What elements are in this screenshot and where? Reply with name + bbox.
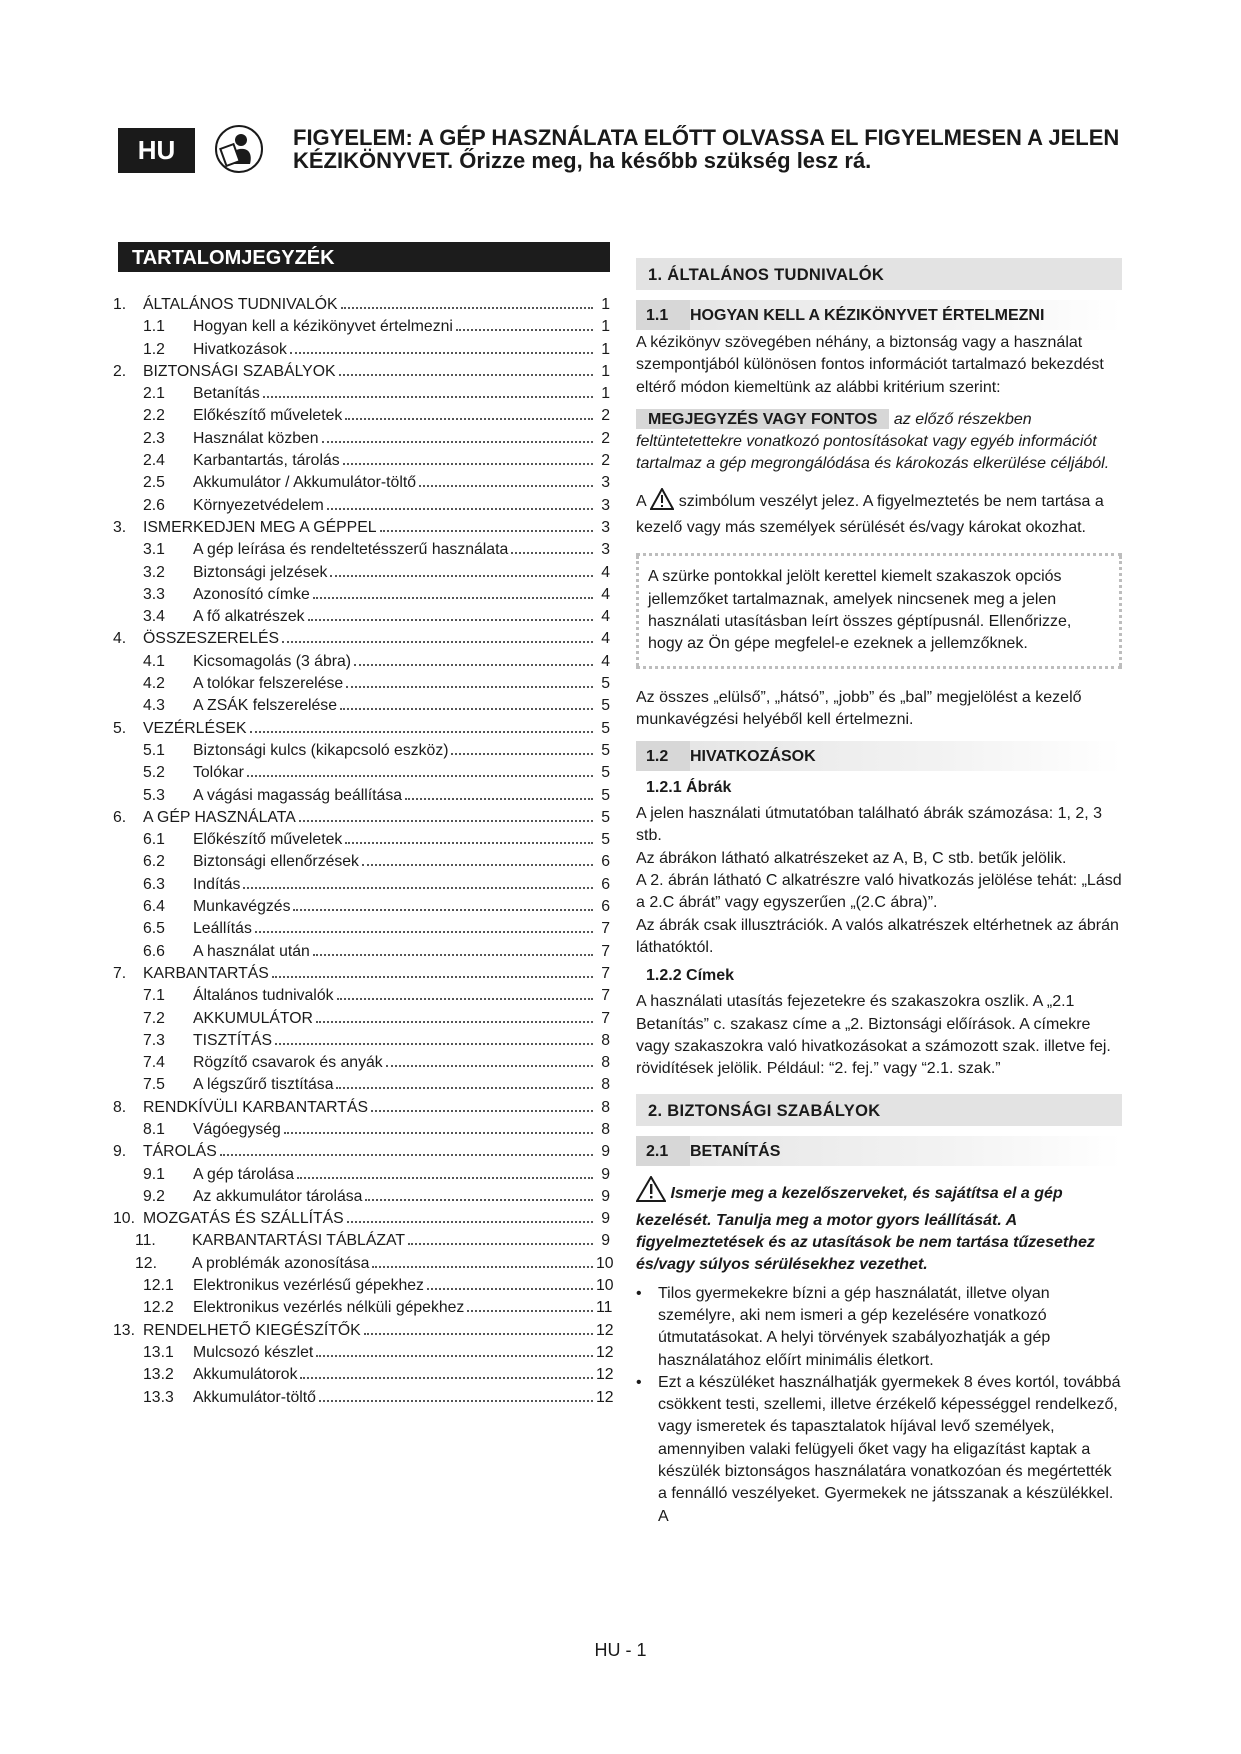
toc-item bbox=[113, 407, 610, 429]
toc-item bbox=[113, 385, 610, 407]
toc-item-number: 6.6 bbox=[143, 942, 165, 960]
subsection-number: 2.1 bbox=[636, 1136, 690, 1166]
toc-item bbox=[113, 697, 610, 719]
toc-dot-leader bbox=[255, 931, 593, 933]
toc-item-label: Hivatkozások bbox=[193, 340, 287, 358]
toc-item-label: Hogyan kell a kézikönyvet értelmezni bbox=[193, 318, 453, 336]
toc-dot-leader bbox=[347, 1221, 593, 1223]
toc-item bbox=[113, 920, 610, 942]
toc-item-number: 9. bbox=[113, 1143, 127, 1161]
toc-item-number: 4.1 bbox=[143, 652, 165, 670]
toc-item-label: ÁLTALÁNOS TUDNIVALÓK bbox=[143, 296, 338, 313]
toc-item-label: Munkavégzés bbox=[193, 898, 291, 916]
toc-item bbox=[113, 497, 610, 519]
toc-item-page: 5 bbox=[601, 719, 610, 737]
toc-item-label: TÁROLÁS bbox=[143, 1143, 217, 1161]
toc-dot-leader bbox=[451, 753, 593, 755]
toc-item-label: Kicsomagolás (3 ábra) bbox=[193, 652, 352, 670]
toc-dot-leader bbox=[339, 374, 593, 376]
toc-dot-leader bbox=[308, 619, 593, 621]
toc-item-number: 1. bbox=[113, 296, 127, 313]
toc-item-label: KARBANTARTÁS bbox=[143, 964, 269, 982]
toc-item-page: 1 bbox=[601, 340, 610, 358]
toc-item-page: 3 bbox=[601, 518, 610, 536]
toc-item-label: A GÉP HASZNÁLATA bbox=[143, 808, 296, 826]
toc-dot-leader bbox=[297, 1177, 593, 1179]
toc-item-label: A ZSÁK felszerelése bbox=[193, 697, 337, 715]
toc-list bbox=[113, 296, 614, 1411]
subsection-heading bbox=[636, 1136, 1122, 1166]
toc-item-page: 1 bbox=[601, 318, 610, 336]
toc-item bbox=[113, 1032, 610, 1054]
toc-item-page: 2 bbox=[601, 429, 610, 447]
toc-item bbox=[113, 430, 610, 452]
toc-item bbox=[113, 1277, 614, 1299]
toc-item-page: 5 bbox=[601, 786, 610, 804]
toc-item bbox=[113, 1232, 610, 1254]
toc-item-page: 11 bbox=[596, 1299, 613, 1317]
toc-item-page: 8 bbox=[601, 1098, 610, 1116]
toc-item bbox=[113, 296, 610, 318]
toc-item-number: 4.2 bbox=[143, 675, 165, 693]
toc-item-page: 1 bbox=[601, 296, 610, 313]
toc-item bbox=[113, 586, 610, 608]
toc-dot-leader bbox=[272, 976, 593, 978]
optional-features-text: A szürke pontokkal jelölt kerettel kiemelt szakaszok opciós jellemzőket tartalmaznak, amelyek nincsenek meg a jelen használati utasításban leírt összes géptípusnál. Ellenőrizze, hogy az Ön gépe megfelel-e ezeknek a jellemzőknek. bbox=[648, 568, 1072, 653]
toc-item-label: RENDKÍVÜLI KARBANTARTÁS bbox=[143, 1098, 369, 1116]
toc-item-number: 12.1 bbox=[143, 1277, 174, 1295]
toc-item-label: ISMERKEDJEN MEG A GÉPPEL bbox=[143, 518, 377, 536]
toc-item-number: 3.1 bbox=[143, 541, 165, 559]
toc-dot-leader bbox=[372, 1266, 593, 1268]
page-number: HU - 1 bbox=[594, 1640, 647, 1660]
toc-item-page: 4 bbox=[601, 630, 610, 648]
toc-item bbox=[113, 1188, 610, 1210]
toc-item bbox=[113, 965, 610, 987]
toc-item-label: VEZÉRLÉSEK bbox=[143, 719, 247, 737]
list-item: • Ezt a készüléket használhatják gyermekek 8 éves kortól, továbbá csökkent testi, szellemi, illetve érzékelő képességgel rendelkező, vagy ismeretek és tapasztalatok híjával levő személyek, amennyiben valaki felügyeli őket vagy ha eligazítást kaptak a készülék biztonságos használatára vonatkozóan és megértették a fennálló veszélyeket. Gyermekek ne játsszanak a készülékkel. A bbox=[636, 1372, 1122, 1528]
toc-dot-leader bbox=[345, 842, 593, 844]
toc-item-label: Biztonsági ellenőrzések bbox=[193, 853, 359, 871]
subsection-title: HIVATKOZÁSOK bbox=[690, 741, 1122, 771]
toc-item-label: A problémák azonosítása bbox=[192, 1254, 370, 1272]
toc-item-number: 6.5 bbox=[143, 920, 165, 938]
toc-dot-leader bbox=[263, 396, 593, 398]
toc-item bbox=[113, 1366, 614, 1388]
toc-item-number: 2.4 bbox=[143, 452, 165, 470]
toc-item-label: Mulcsozó készlet bbox=[193, 1343, 314, 1361]
toc-dot-leader bbox=[282, 641, 593, 643]
toc-item-page: 6 bbox=[601, 898, 610, 916]
toc-item-label: Vágóegység bbox=[193, 1120, 281, 1138]
subsubsection-title: 1.2.2 Címek bbox=[646, 967, 735, 985]
safety-warning bbox=[636, 1176, 1122, 1276]
toc-item-label: Karbantartás, tárolás bbox=[193, 452, 340, 470]
toc-item-page: 8 bbox=[601, 1076, 610, 1094]
toc-dot-leader bbox=[300, 1377, 593, 1379]
toc-item-number: 9.1 bbox=[143, 1165, 165, 1183]
toc-dot-leader bbox=[316, 1355, 593, 1357]
toc-item-label: Elektronikus vezérlés nélküli gépekhez bbox=[193, 1299, 465, 1317]
toc-item-number: 4. bbox=[113, 630, 127, 648]
read-manual-icon bbox=[214, 124, 264, 174]
warning-triangle-icon bbox=[650, 488, 674, 517]
toc-item-page: 6 bbox=[601, 853, 610, 871]
toc-item-number: 6.4 bbox=[143, 898, 165, 916]
toc-item-number: 1.2 bbox=[143, 340, 165, 358]
toc-item-page: 7 bbox=[601, 920, 610, 938]
toc-item-number: 6.2 bbox=[143, 853, 165, 871]
toc-dot-leader bbox=[408, 1243, 593, 1245]
toc-item-page: 3 bbox=[601, 474, 610, 492]
toc-dot-leader bbox=[284, 1132, 593, 1134]
toc-dot-leader bbox=[380, 530, 593, 532]
toc-title: TARTALOMJEGYZÉK bbox=[118, 242, 610, 272]
toc-item-number: 3.3 bbox=[143, 585, 165, 603]
toc-item-label: Azonosító címke bbox=[193, 585, 310, 603]
toc-item-label: Előkészítő műveletek bbox=[193, 831, 343, 849]
toc-dot-leader bbox=[364, 1333, 593, 1335]
toc-item-page: 8 bbox=[601, 1054, 610, 1072]
toc-dot-leader bbox=[337, 998, 593, 1000]
toc-item bbox=[113, 541, 610, 563]
toc-item-page: 5 bbox=[601, 808, 610, 826]
toc-item-page: 5 bbox=[601, 764, 610, 782]
toc-dot-leader bbox=[346, 686, 593, 688]
toc-item bbox=[113, 1321, 614, 1344]
toc-dot-leader bbox=[290, 352, 593, 354]
toc-item-label: A légszűrő tisztítása bbox=[193, 1076, 334, 1094]
note-text: az előző részekben feltüntetettekre vonatkozó pontosításokat vagy egyéb információt tartalmaz a gép megrongálódása és károkozás elkerülése céljából. bbox=[636, 410, 1110, 473]
toc-dot-leader bbox=[319, 1400, 593, 1402]
toc-dot-leader bbox=[293, 909, 593, 911]
toc-dot-leader bbox=[330, 575, 593, 577]
toc-item bbox=[113, 653, 610, 675]
toc-item-number: 7.5 bbox=[143, 1076, 165, 1094]
toc-item-page: 2 bbox=[601, 407, 610, 425]
toc-dot-leader bbox=[340, 708, 593, 710]
toc-dot-leader bbox=[386, 1065, 593, 1067]
toc-item-label: Indítás bbox=[193, 875, 241, 893]
toc-item-label: A fő alkatrészek bbox=[193, 608, 305, 626]
toc-item-label: Biztonsági kulcs (kikapcsoló eszköz) bbox=[193, 741, 449, 759]
note-paragraph bbox=[636, 409, 1122, 476]
toc-dot-leader bbox=[275, 1043, 593, 1045]
toc-item-number: 3.4 bbox=[143, 608, 165, 626]
toc-item-number: 2.3 bbox=[143, 429, 165, 447]
toc-item-page: 9 bbox=[601, 1232, 610, 1250]
toc-item bbox=[113, 1343, 614, 1366]
toc-item bbox=[113, 1054, 610, 1076]
toc-item-label: Az akkumulátor tárolása bbox=[193, 1187, 363, 1205]
toc-item-label: Tolókar bbox=[193, 764, 244, 782]
subsection-title: HOGYAN KELL A KÉZIKÖNYVET ÉRTELMEZNI bbox=[690, 300, 1122, 330]
toc-item bbox=[113, 876, 610, 898]
toc-item-number: 13.3 bbox=[143, 1388, 174, 1406]
toc-dot-leader bbox=[354, 664, 593, 666]
toc-item-page: 12 bbox=[596, 1388, 614, 1406]
toc-item bbox=[113, 1010, 610, 1032]
toc-item-page: 7 bbox=[601, 942, 610, 960]
toc-item-label: BIZTONSÁGI SZABÁLYOK bbox=[143, 362, 336, 380]
toc-item-label: A használat után bbox=[193, 942, 310, 960]
toc-item-number: 9.2 bbox=[143, 1187, 165, 1205]
toc-item-number: 7.4 bbox=[143, 1054, 165, 1072]
toc-item bbox=[113, 831, 610, 853]
toc-item-page: 4 bbox=[601, 563, 610, 581]
paragraph: Az összes „elülső”, „hátsó”, „jobb” és „bal” megjelölést a kezelő munkavégzési helyéből kell értelmezni. bbox=[636, 688, 1082, 728]
subsection-heading bbox=[636, 300, 1122, 330]
toc-dot-leader bbox=[336, 1087, 593, 1089]
toc-item bbox=[113, 1143, 610, 1165]
toc-item-page: 10 bbox=[596, 1254, 614, 1272]
toc-item-label: Általános tudnivalók bbox=[193, 987, 334, 1005]
toc-item-number: 13. bbox=[113, 1321, 135, 1339]
toc-item bbox=[113, 1299, 613, 1321]
toc-item-label: Biztonsági jelzések bbox=[193, 563, 328, 581]
toc-dot-leader bbox=[322, 441, 593, 443]
toc-item bbox=[113, 519, 610, 541]
toc-item-page: 3 bbox=[601, 541, 610, 559]
subsection-number: 1.1 bbox=[636, 300, 690, 330]
toc-item-page: 12 bbox=[596, 1366, 614, 1384]
toc-item-number: 2.2 bbox=[143, 407, 165, 425]
toc-item-label: Leállítás bbox=[193, 920, 252, 938]
safety-warning-text: Ismerje meg a kezelőszerveket, és sajátítsa el a gép kezelését. Tanulja meg a motor gyors leállítását. A figyelmeztetések és az utasítások be nem tartása tűzesethez és/vagy súlyos sérülésekhez vezethet. bbox=[636, 1185, 1095, 1274]
toc-item-label: RENDELHETŐ KIEGÉSZÍTŐK bbox=[143, 1321, 361, 1339]
toc-dot-leader bbox=[427, 1288, 593, 1290]
toc-item-number: 7.1 bbox=[143, 987, 165, 1005]
toc-item-page: 7 bbox=[601, 987, 610, 1005]
toc-item bbox=[113, 630, 610, 652]
language-badge: HU bbox=[118, 128, 195, 173]
toc-item-page: 3 bbox=[601, 496, 610, 514]
toc-item bbox=[113, 1254, 614, 1277]
toc-item bbox=[113, 608, 610, 630]
paragraph: A 2. ábrán látható C alkatrészre való hivatkozás jelölése tehát: „Lásd a 2.C ábrát” vagy egyszerűen „(2.C ábra)”. bbox=[636, 872, 1122, 912]
toc-item bbox=[113, 564, 610, 586]
toc-item-number: 13.2 bbox=[143, 1366, 174, 1384]
toc-item bbox=[113, 318, 610, 340]
symbol-prefix: A bbox=[636, 492, 646, 510]
toc-item-label: A tolókar felszerelése bbox=[193, 675, 344, 693]
toc-item bbox=[113, 1388, 614, 1411]
toc-item-page: 5 bbox=[601, 831, 610, 849]
toc-item bbox=[113, 675, 610, 697]
toc-item-page: 5 bbox=[601, 697, 610, 715]
toc-dot-leader bbox=[365, 1199, 593, 1201]
toc-dot-leader bbox=[343, 463, 593, 465]
optional-features-box bbox=[636, 553, 1122, 668]
toc-item-number: 5.3 bbox=[143, 786, 165, 804]
toc-item-page: 9 bbox=[601, 1187, 610, 1205]
toc-item bbox=[113, 764, 610, 786]
warning-text: FIGYELEM: A GÉP HASZNÁLATA ELŐTT OLVASSA EL FIGYELMESEN A JELEN KÉZIKÖNYVET. Őrizze meg, ha később szükség lesz rá. bbox=[293, 125, 1120, 173]
toc-item-label: A gép tárolása bbox=[193, 1165, 294, 1183]
toc-item-number: 5.1 bbox=[143, 741, 165, 759]
toc-item-number: 12.2 bbox=[143, 1299, 174, 1317]
toc-item-page: 10 bbox=[596, 1277, 614, 1295]
toc-item-number: 5.2 bbox=[143, 764, 165, 782]
toc-item-number: 2. bbox=[113, 362, 127, 380]
toc-item-number: 7. bbox=[113, 964, 127, 982]
paragraph: A jelen használati útmutatóban található ábrák számozása: 1, 2, 3 stb. bbox=[636, 805, 1103, 845]
toc-item-number: 2.1 bbox=[143, 385, 165, 403]
list-item: • Tilos gyermekekre bízni a gép használatát, illetve olyan személyre, aki nem ismeri a gép kezelésére vonatkozó útmutatásokat. A helyi törvények szabályozhatják a gép használatához előírt minimális életkort. bbox=[636, 1283, 1122, 1372]
toc-item-label: Akkumulátorok bbox=[193, 1366, 298, 1384]
paragraph: Az ábrákon látható alkatrészeket az A, B, C stb. betűk jelölik. bbox=[636, 849, 1067, 867]
toc-item-label: Rögzítő csavarok és anyák bbox=[193, 1054, 383, 1072]
toc-item-label: Környezetvédelem bbox=[193, 496, 324, 514]
toc-item-page: 6 bbox=[601, 875, 610, 893]
toc-dot-leader bbox=[316, 1021, 593, 1023]
toc-item-page: 5 bbox=[601, 675, 610, 693]
toc-dot-leader bbox=[345, 418, 593, 420]
toc-item-page: 1 bbox=[601, 385, 610, 403]
subsection-number: 1.2 bbox=[636, 741, 690, 771]
toc-item bbox=[113, 1166, 610, 1188]
toc-dot-leader bbox=[341, 307, 593, 309]
toc-dot-leader bbox=[243, 887, 593, 889]
toc-item-page: 9 bbox=[601, 1165, 610, 1183]
toc-item-label: Betanítás bbox=[193, 385, 260, 403]
toc-item-number: 12. bbox=[135, 1254, 157, 1272]
toc-dot-leader bbox=[250, 731, 593, 733]
table-of-contents bbox=[113, 242, 614, 1411]
toc-item-label: A vágási magasság beállítása bbox=[193, 786, 403, 804]
toc-item bbox=[113, 853, 610, 875]
toc-item-page: 9 bbox=[601, 1210, 610, 1228]
toc-item-number: 5. bbox=[113, 719, 127, 737]
toc-item bbox=[113, 1099, 610, 1121]
toc-item-number: 3. bbox=[113, 518, 127, 536]
toc-item-number: 2.5 bbox=[143, 474, 165, 492]
section-heading: 2. BIZTONSÁGI SZABÁLYOK bbox=[636, 1094, 1122, 1126]
toc-item-label: Használat közben bbox=[193, 429, 319, 447]
symbol-text: szimbólum veszélyt jelez. A figyelmeztetés be nem tartása a kezelő vagy más személyek sérülését és/vagy károkat okozhat. bbox=[636, 492, 1104, 537]
toc-item-page: 12 bbox=[596, 1343, 614, 1361]
toc-item-label: Akkumulátor-töltő bbox=[193, 1388, 316, 1406]
bullet-list bbox=[636, 1283, 1122, 1528]
toc-item-number: 8.1 bbox=[143, 1120, 165, 1138]
toc-item-number: 2.6 bbox=[143, 496, 165, 514]
toc-item-label: TISZTÍTÁS bbox=[193, 1031, 272, 1049]
toc-dot-leader bbox=[313, 954, 593, 956]
toc-item bbox=[113, 474, 610, 496]
toc-item-label: MOZGATÁS ÉS SZÁLLÍTÁS bbox=[143, 1210, 344, 1228]
symbol-paragraph bbox=[636, 488, 1122, 540]
toc-item bbox=[113, 1210, 610, 1232]
toc-dot-leader bbox=[247, 775, 593, 777]
warning-triangle-icon bbox=[636, 1176, 666, 1209]
subsection-heading bbox=[636, 741, 1122, 771]
toc-item-number: 7.2 bbox=[143, 1009, 165, 1027]
toc-item-page: 1 bbox=[601, 362, 610, 380]
toc-item-number: 6. bbox=[113, 808, 127, 826]
toc-dot-leader bbox=[419, 485, 593, 487]
toc-item bbox=[113, 987, 610, 1009]
toc-item-page: 12 bbox=[596, 1321, 614, 1339]
toc-dot-leader bbox=[299, 820, 593, 822]
toc-item-number: 13.1 bbox=[143, 1343, 174, 1361]
subsection-title: BETANÍTÁS bbox=[690, 1136, 1122, 1166]
toc-item bbox=[113, 341, 610, 363]
toc-item-label: ÖSSZESZERELÉS bbox=[143, 630, 280, 648]
toc-item-number: 6.1 bbox=[143, 831, 165, 849]
subsubsection-title: 1.2.1 Ábrák bbox=[646, 779, 732, 797]
paragraph: A kézikönyv szövegében néhány, a biztonság vagy a használat szempontjából különösen fontos információt tartalmazó bekezdést eltérő módon kiemeltünk az alábbi kritérium szerint: bbox=[636, 334, 1104, 396]
toc-item bbox=[113, 363, 610, 385]
toc-item-page: 4 bbox=[601, 652, 610, 670]
toc-item bbox=[113, 1121, 610, 1143]
toc-item-page: 7 bbox=[601, 1009, 610, 1027]
toc-item-number: 1.1 bbox=[143, 318, 165, 336]
toc-item-page: 4 bbox=[601, 608, 610, 626]
toc-dot-leader bbox=[511, 552, 593, 554]
toc-item bbox=[113, 452, 610, 474]
paragraph: A használati utasítás fejezetekre és szakaszokra oszlik. A „2.1 Betanítás” c. szakasz címe a „2. Biztonsági előírások. A címekre vagy szakaszokra való hivatkozásokat a számozott szak. illetve fej. rövidítések jelölik. Például: “2. fej.” vagy “2.1. szak.” bbox=[636, 993, 1111, 1078]
toc-item-label: Előkészítő műveletek bbox=[193, 407, 343, 425]
toc-item-number: 11. bbox=[135, 1232, 156, 1250]
toc-item-label: Elektronikus vezérlésű gépekhez bbox=[193, 1277, 424, 1295]
toc-item-label: A gép leírása és rendeltetésszerű használata bbox=[193, 541, 509, 559]
toc-dot-leader bbox=[371, 1110, 593, 1112]
toc-item-page: 9 bbox=[601, 1143, 610, 1161]
toc-item bbox=[113, 943, 610, 965]
toc-item-number: 3.2 bbox=[143, 563, 165, 581]
toc-item-page: 5 bbox=[601, 741, 610, 759]
toc-item-number: 7.3 bbox=[143, 1031, 165, 1049]
toc-item bbox=[113, 742, 610, 764]
toc-dot-leader bbox=[220, 1154, 593, 1156]
toc-item-label: AKKUMULÁTOR bbox=[193, 1009, 313, 1027]
toc-item-label: Akkumulátor / Akkumulátor-töltő bbox=[193, 474, 416, 492]
toc-item-page: 2 bbox=[601, 452, 610, 470]
toc-item bbox=[113, 898, 610, 920]
toc-dot-leader bbox=[362, 864, 593, 866]
toc-dot-leader bbox=[405, 798, 593, 800]
toc-dot-leader bbox=[456, 329, 593, 331]
toc-item bbox=[113, 720, 610, 742]
toc-item-number: 10. bbox=[113, 1210, 135, 1228]
toc-item-number: 4.3 bbox=[143, 697, 165, 715]
toc-dot-leader bbox=[313, 597, 593, 599]
paragraph: Az ábrák csak illusztrációk. A valós alkatrészek eltérhetnek az ábrán láthatóktól. bbox=[636, 916, 1119, 956]
content-column bbox=[636, 258, 1122, 1528]
toc-item-page: 8 bbox=[601, 1031, 610, 1049]
toc-item-number: 6.3 bbox=[143, 875, 165, 893]
section-heading: 1. ÁLTALÁNOS TUDNIVALÓK bbox=[636, 258, 1122, 290]
toc-dot-leader bbox=[467, 1310, 593, 1312]
note-label: MEGJEGYZÉS VAGY FONTOS bbox=[636, 409, 889, 429]
toc-item-page: 4 bbox=[601, 585, 610, 603]
toc-item bbox=[113, 1076, 610, 1098]
toc-item-number: 8. bbox=[113, 1098, 127, 1116]
page-header bbox=[118, 118, 1128, 178]
toc-item-label: KARBANTARTÁSI TÁBLÁZAT bbox=[192, 1232, 406, 1250]
toc-item bbox=[113, 787, 610, 809]
toc-dot-leader bbox=[327, 508, 593, 510]
toc-item-page: 8 bbox=[601, 1120, 610, 1138]
toc-item bbox=[113, 809, 610, 831]
toc-item-page: 7 bbox=[601, 964, 610, 982]
